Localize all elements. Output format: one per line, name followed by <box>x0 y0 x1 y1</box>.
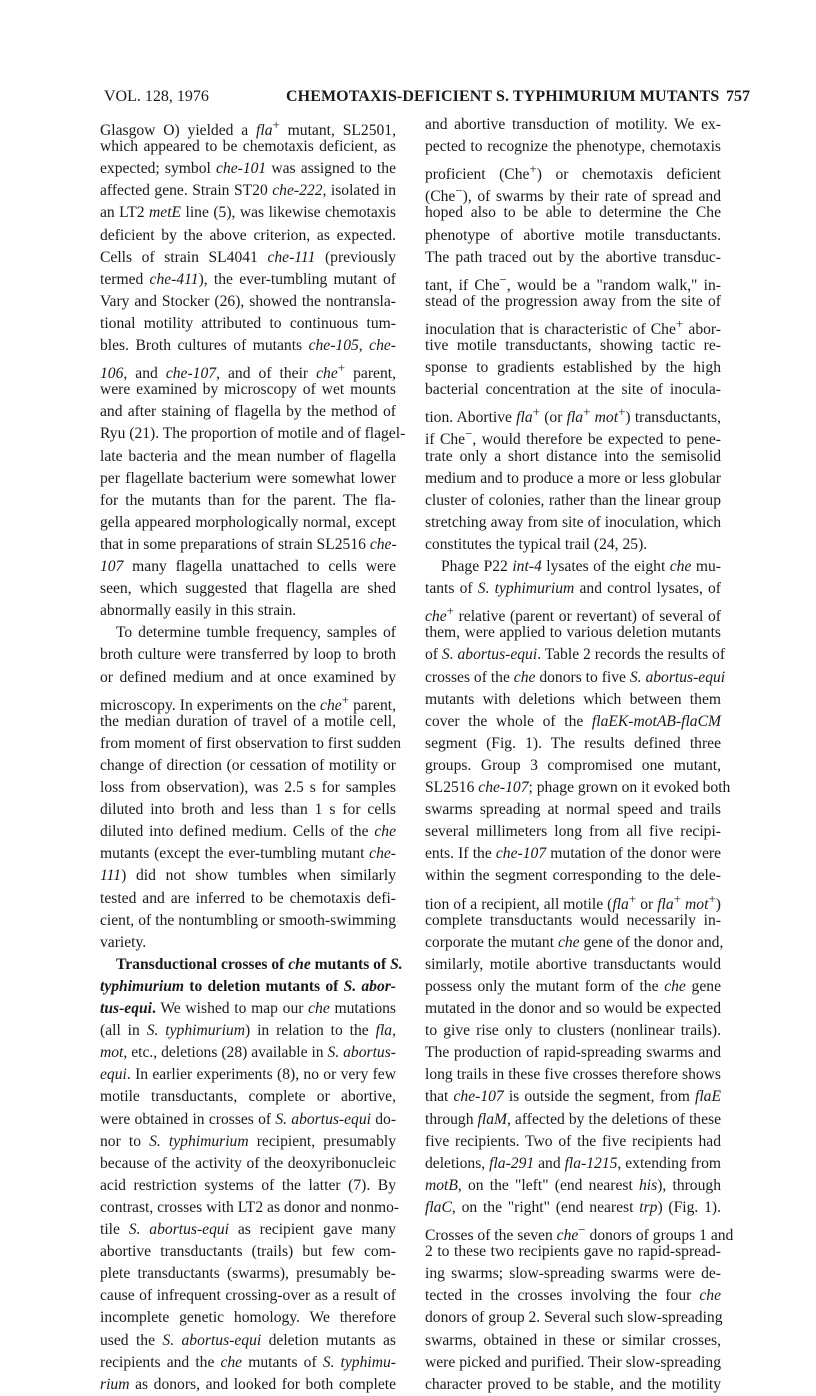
text-line: bles. Broth cultures of mutants che-105, che- <box>100 337 396 354</box>
text-line: loss from observation), was 2.5 s for samples <box>100 779 396 796</box>
text-line: The production of rapid-spreading swarms and <box>425 1044 721 1062</box>
text-line: groups. Group 3 compromised one mutant, <box>425 756 721 774</box>
text-line: pected to recognize the phenotype, chemotaxis <box>425 138 721 156</box>
volume-label: VOL. 128, 1976 <box>104 88 209 105</box>
text-line: them, were applied to various deletion mutants <box>425 624 721 642</box>
text-line: the median duration of travel of a motile cell, <box>100 712 396 730</box>
text-line: swarms spreading at normal speed and trails <box>425 801 721 819</box>
text-line: ing swarms; slow-spreading swarms were de- <box>425 1265 721 1283</box>
text-line: motile transductants, complete or abortive, <box>100 1088 396 1106</box>
text-line: typhimurium to deletion mutants of S. abor- <box>100 977 397 995</box>
text-line: proficient (Che+) or chemotaxis deficient <box>425 161 721 184</box>
text-line: tants of S. typhimurium and control lysates, of <box>425 580 721 598</box>
text-line: mot, etc., deletions (28) available in S. abortus- <box>100 1044 396 1062</box>
running-title: CHEMOTAXIS-DEFICIENT S. TYPHIMURIUM MUTANTS <box>286 88 720 105</box>
text-line: acid restriction systems of the latter (7). By <box>100 1176 396 1194</box>
text-line: were picked and purified. Their slow-spreading <box>425 1353 721 1371</box>
text-line: donors of group 2. Several such slow-spreading <box>425 1309 723 1327</box>
text-line: constitutes the typical trail (24, 25). <box>425 535 648 553</box>
text-line: equi. In earlier experiments (8), no or very few <box>100 1066 396 1084</box>
text-line: deletions, fla-291 and fla-1215, extending from <box>425 1154 721 1172</box>
text-line: mutated in the donor and so would be expected <box>425 1000 721 1017</box>
text-line: tion of a recipient, all motile (fla+ or fla+ mot+) <box>425 890 721 913</box>
text-line: recipients and the che mutants of S. typhimu- <box>100 1353 396 1371</box>
text-line: che+ relative (parent or revertant) of several of <box>425 603 721 626</box>
text-line: several millimeters long from all five recipi- <box>425 823 721 841</box>
text-line: variety. <box>100 933 147 951</box>
text-line: incomplete genetic homology. We therefore <box>100 1309 396 1327</box>
text-line: of S. abortus-equi. Table 2 records the results of <box>425 646 726 664</box>
text-line: were examined by microscopy of wet mounts <box>100 381 396 399</box>
text-line: microscopy. In experiments on the che+ parent, <box>100 691 396 714</box>
text-line: ents. If the che-107 mutation of the donor were <box>425 845 721 863</box>
text-line: Ryu (21). The proportion of motile and of flagel- <box>100 425 406 443</box>
text-line: mutants (except the ever-tumbling mutant che- <box>100 845 396 863</box>
text-line: segment (Fig. 1). The results defined three <box>425 734 721 752</box>
text-line: tant, if Che−, would be a "random walk," in- <box>425 271 721 294</box>
text-line: within the segment corresponding to the dele- <box>425 867 721 885</box>
text-line: gella appeared morphologically normal, except <box>100 513 396 531</box>
text-line: because of the activity of the deoxyribonucleic <box>100 1154 396 1172</box>
text-line: cient, of the nontumbling or smooth-swimming <box>100 911 396 929</box>
text-line: tion. Abortive fla+ (or fla+ mot+) transductants, <box>425 404 721 427</box>
text-line: phenotype of abortive motile transductants. <box>425 226 721 244</box>
text-line: through flaM, affected by the deletions of these <box>425 1110 721 1128</box>
text-line: to give rise only to clusters (nonlinear trails). <box>425 1022 721 1040</box>
text-line: crosses of the che donors to five S. abortus-equi <box>425 668 726 686</box>
text-line: deficient by the above criterion, as expected. <box>100 226 396 244</box>
text-line: expected; symbol che-101 was assigned to the <box>100 160 396 178</box>
text-line: cover the whole of the flaEK-motAB-flaCM <box>425 712 721 730</box>
text-line: mutants with deletions which between them <box>425 690 721 708</box>
text-line: To determine tumble frequency, samples of <box>116 624 396 642</box>
text-line: 106, and che-107, and of their che+ parent, <box>100 360 396 383</box>
text-line: stretching away from site of inoculation, which <box>425 513 721 531</box>
text-line: corporate the mutant che gene of the donor and, <box>425 933 724 951</box>
text-line: trate only a short distance into the semisolid <box>425 447 721 465</box>
text-line: tive motile transductants, showing tactic re- <box>425 337 721 354</box>
text-line: (Che−), of swarms by their rate of spread and <box>425 183 721 206</box>
text-line: diluted into broth and less than 1 s for cells <box>100 801 396 819</box>
text-line: Phage P22 int-4 lysates of the eight che mu- <box>441 558 721 575</box>
text-line: tional motility attributed to continuous tum- <box>100 314 396 332</box>
text-line: affected gene. Strain ST20 che-222, isolated in <box>100 182 397 200</box>
text-line: 2 to these two recipients gave no rapid-spread- <box>425 1243 721 1261</box>
text-line: nor to S. typhimurium recipient, presumably <box>100 1132 396 1150</box>
text-line: tected in the crosses involving the four che <box>425 1287 721 1305</box>
text-line: and after staining of flagella by the method of <box>100 403 396 421</box>
text-line: 111) did not show tumbles when similarly <box>100 867 396 885</box>
text-line: possess only the mutant form of the che gene <box>425 977 721 995</box>
text-line: diluted into defined medium. Cells of the che <box>100 823 396 841</box>
text-line: plete transductants (swarms), presumably be- <box>100 1265 396 1283</box>
text-line: abnormally easily in this strain. <box>100 602 297 620</box>
text-line: character proved to be stable, and the motility <box>425 1375 721 1393</box>
text-line: that che-107 is outside the segment, from flaE <box>425 1088 721 1106</box>
text-line: cause of infrequent crossing-over as a result of <box>100 1287 396 1305</box>
text-line: motB, on the "left" (end nearest his), through <box>425 1176 721 1194</box>
text-line: sponse to gradients established by the high <box>425 359 721 377</box>
text-line: change of direction (or cessation of motility or <box>100 756 396 774</box>
text-line: if Che−, would therefore be expected to pene- <box>425 426 721 449</box>
text-line: Transductional crosses of che mutants of S. <box>116 955 403 973</box>
text-line: five recipients. Two of the five recipients had <box>425 1132 721 1150</box>
text-line: were obtained in crosses of S. abortus-equi do- <box>100 1110 397 1128</box>
text-line: similarly, motile abortive transductants would <box>425 955 721 973</box>
text-line: medium and to produce a more or less globular <box>425 469 721 487</box>
page-number: 757 <box>726 88 750 105</box>
text-line: or defined medium and at once examined by <box>100 668 396 686</box>
text-line: inoculation that is characteristic of Che+ abor- <box>425 315 721 339</box>
text-line: The path traced out by the abortive transduc- <box>425 248 721 266</box>
text-line: broth culture were transferred by loop to broth <box>100 646 396 664</box>
text-line: long trails in these five crosses therefore shows <box>425 1066 721 1084</box>
text-line: that in some preparations of strain SL2516 che- <box>100 535 397 553</box>
text-line: per flagellate bacterium were somewhat lower <box>100 469 396 487</box>
text-line: SL2516 che-107; phage grown on it evoked both <box>425 779 731 796</box>
text-line: bacterial concentration at the site of inocula- <box>425 381 721 399</box>
text-line: abortive transductants (trails) but few com- <box>100 1243 396 1261</box>
text-line: for the mutants than for the parent. The fla- <box>100 491 396 509</box>
text-line: an LT2 metE line (5), was likewise chemotaxis <box>100 204 396 222</box>
text-line: Glasgow O) yielded a fla+ mutant, SL2501, <box>100 117 396 140</box>
text-line: rium as donors, and looked for both complete <box>100 1375 396 1393</box>
text-line: 107 many flagella unattached to cells were <box>100 558 396 575</box>
text-line: and abortive transduction of motility. We ex- <box>425 116 721 133</box>
text-line: late bacteria and the mean number of flagella <box>100 447 396 465</box>
text-line: tile S. abortus-equi as recipient gave many <box>100 1221 396 1238</box>
text-line: cluster of colonies, rather than the linear group <box>425 491 721 509</box>
text-line: flaC, on the "right" (end nearest trp) (Fig. 1). <box>425 1198 721 1216</box>
text-line: tested and are inferred to be chemotaxis defi- <box>100 889 396 907</box>
text-line: Crosses of the seven che− donors of groups 1 and <box>425 1222 734 1245</box>
text-line: seen, which suggested that flagella are shed <box>100 580 396 598</box>
text-line: from moment of first observation to first sudden <box>100 734 401 752</box>
text-line: swarms, obtained in these or similar crosses, <box>425 1331 721 1349</box>
text-line: used the S. abortus-equi deletion mutants as <box>100 1331 396 1349</box>
text-line: contrast, crosses with LT2 as donor and nonmo- <box>100 1198 400 1216</box>
text-line: complete transductants would necessarily in- <box>425 911 721 929</box>
text-line: Cells of strain SL4041 che-111 (previously <box>100 248 396 266</box>
text-line: stead of the progression away from the site of <box>425 292 721 310</box>
text-line: (all in S. typhimurium) in relation to the fla, <box>100 1022 396 1040</box>
text-line: Vary and Stocker (26), showed the nontransla- <box>100 292 396 310</box>
text-line: tus-equi. We wished to map our che mutations <box>100 1000 396 1017</box>
text-line: which appeared to be chemotaxis deficient, as <box>100 138 396 156</box>
text-line: termed che-411), the ever-tumbling mutant of <box>100 270 396 288</box>
text-line: hoped also to be able to determine the Che <box>425 204 721 222</box>
